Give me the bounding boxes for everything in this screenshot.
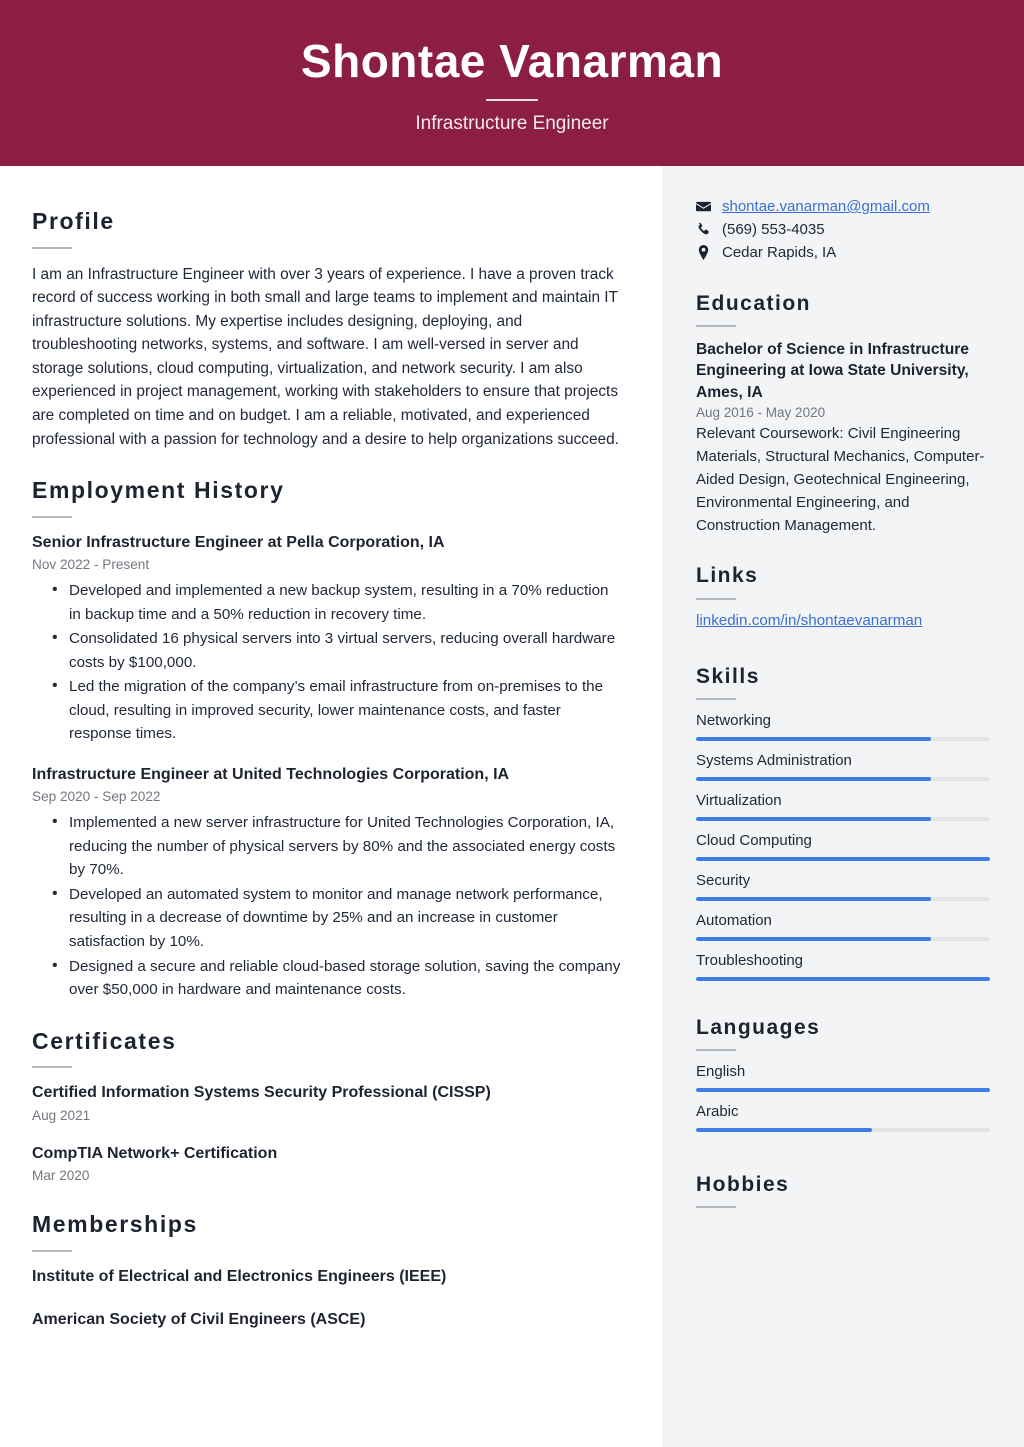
contact-block — [696, 198, 990, 261]
job-title: Infrastructure Engineer at United Technologies Corporation, IA — [32, 765, 510, 783]
skill-bar-fill — [696, 937, 931, 941]
job-bullet: • Developed an automated system to monitor and manage network performance, resulting in a decrease of downtime by 25% and an increase in customer satisfaction by 10%. — [52, 883, 622, 954]
language-label: Arabic — [696, 1103, 739, 1121]
hobbies-heading: Hobbies — [696, 1173, 790, 1197]
skill-bar-fill — [696, 737, 931, 741]
membership-entry: American Society of Civil Engineers (ASCE) — [32, 1311, 366, 1329]
education-degree: Bachelor of Science in Infrastructure Engineering at Iowa State University, Ames, IA — [696, 341, 969, 401]
employment-heading: Employment History — [32, 477, 285, 504]
employment-entry — [32, 532, 622, 746]
resume-header — [0, 0, 1024, 166]
job-bullet: • Designed a secure and reliable cloud-based storage solution, saving the company over $50,000 in hardware and maintenance costs. — [52, 955, 622, 1002]
job-bullet: • Consolidated 16 physical servers into 3 virtual servers, reducing overall hardware costs by $100,000. — [52, 627, 622, 674]
job-title: Senior Infrastructure Engineer at Pella Corporation, IA — [32, 533, 445, 551]
language-item — [696, 1103, 990, 1132]
linkedin-link[interactable]: linkedin.com/in/shontaevanarman — [696, 611, 923, 629]
certificate-entry — [32, 1082, 622, 1124]
profile-text: I am an Infrastructure Engineer with over 3 years of experience. I have a proven track record of success working in both small and large teams to implement and maintain IT infrastructure solutions. My expertise includes designing, deploying, and troubleshooting networks, systems, and software. I am well-versed in server and storage solutions, cloud computing, virtualization, and network security. I am also experienced in project management, working with stakeholders to ensure that projects are completed on time and on budget. I am a reliable, motivated, and experienced professional with a passion for technology and a desire to help organizations succeed. — [32, 265, 619, 448]
job-bullet-list — [52, 811, 622, 1002]
skill-bar-fill — [696, 897, 931, 901]
skill-item — [696, 752, 990, 781]
section-skills — [696, 664, 990, 981]
candidate-name: Shontae Vanarman — [300, 34, 724, 87]
language-item — [696, 1063, 990, 1092]
sidebar-column — [662, 166, 1024, 1447]
skill-item — [696, 872, 990, 901]
certificate-date: Aug 2021 — [32, 1107, 91, 1123]
heading-rule — [696, 1206, 736, 1208]
skill-label: Networking — [696, 711, 772, 729]
section-languages — [696, 1015, 990, 1132]
profile-heading: Profile — [32, 208, 115, 234]
section-links — [696, 563, 990, 629]
memberships-heading: Memberships — [32, 1210, 198, 1237]
job-bullet: • Implemented a new server infrastructure for United Technologies Corporation, IA, reducing the number of physical servers by 80% and the associated energy costs by 70%. — [52, 811, 622, 882]
skill-bar-track — [696, 777, 990, 781]
job-date: Nov 2022 - Present — [32, 556, 150, 572]
section-employment-history — [32, 477, 622, 1002]
links-heading: Links — [696, 564, 759, 588]
skill-item — [696, 712, 990, 741]
map-pin-icon — [696, 245, 711, 260]
membership-entry: Institute of Electrical and Electronics Engineers (IEEE) — [32, 1267, 447, 1285]
heading-rule — [32, 1066, 72, 1068]
language-bar-fill — [696, 1088, 990, 1092]
certificates-heading: Certificates — [32, 1027, 177, 1054]
certificate-date: Mar 2020 — [32, 1167, 90, 1183]
skill-bar-track — [696, 977, 990, 981]
skill-label: Virtualization — [696, 791, 782, 809]
contact-location-row — [696, 244, 990, 261]
header-divider — [486, 99, 538, 101]
heading-rule — [696, 698, 736, 700]
heading-rule — [696, 598, 736, 600]
heading-rule — [696, 1049, 736, 1051]
skill-bar-fill — [696, 817, 931, 821]
language-bar-track — [696, 1128, 990, 1132]
employment-entry — [32, 764, 622, 1002]
skill-label: Security — [696, 871, 751, 889]
heading-rule — [696, 325, 736, 327]
candidate-job-title: Infrastructure Engineer — [415, 113, 609, 135]
skill-label: Cloud Computing — [696, 831, 812, 849]
heading-rule — [32, 1250, 72, 1252]
education-date: Aug 2016 - May 2020 — [696, 404, 826, 420]
skill-bar-fill — [696, 857, 990, 861]
skill-item — [696, 792, 990, 821]
education-heading: Education — [696, 292, 812, 315]
language-bar-fill — [696, 1128, 872, 1132]
certificate-title: CompTIA Network+ Certification — [32, 1144, 278, 1162]
skill-bar-track — [696, 897, 990, 901]
skill-item — [696, 832, 990, 861]
skill-item — [696, 952, 990, 981]
email-link[interactable]: shontae.vanarman@gmail.com — [722, 198, 930, 215]
skill-bar-track — [696, 937, 990, 941]
skill-bar-track — [696, 737, 990, 741]
phone-icon — [696, 222, 711, 237]
language-bar-track — [696, 1088, 990, 1092]
section-memberships — [32, 1211, 622, 1331]
language-label: English — [696, 1063, 746, 1081]
skill-bar-track — [696, 857, 990, 861]
certificate-entry — [32, 1143, 622, 1185]
skill-bar-track — [696, 817, 990, 821]
section-hobbies — [696, 1172, 990, 1208]
education-description: Relevant Coursework: Civil Engineering Materials, Structural Mechanics, Computer-Aided Design, Geotechnical Engineering, Environmental Engineering, and Construction Management. — [696, 424, 985, 534]
location-value: Cedar Rapids, IA — [722, 244, 837, 261]
job-bullet: • Led the migration of the company’s email infrastructure from on-premises to the cloud, resulting in improved security, lower maintenance costs, and faster response times. — [52, 675, 622, 746]
skill-label: Automation — [696, 911, 772, 929]
skill-bar-fill — [696, 777, 931, 781]
skill-bar-fill — [696, 977, 990, 981]
contact-phone-row — [696, 221, 990, 238]
skills-heading: Skills — [696, 664, 760, 688]
heading-rule — [32, 516, 72, 518]
job-bullet: • Developed and implemented a new backup system, resulting in a 70% reduction in backup time and a 50% reduction in recovery time. — [52, 579, 622, 626]
section-certificates — [32, 1028, 622, 1185]
contact-email-row[interactable] — [696, 198, 990, 215]
job-bullet-list — [52, 579, 622, 746]
envelope-icon — [696, 199, 711, 214]
section-profile — [32, 208, 622, 451]
heading-rule — [32, 247, 72, 249]
certificate-title: Certified Information Systems Security Professional (CISSP) — [32, 1084, 491, 1102]
section-education — [696, 291, 990, 537]
resume-body — [0, 166, 1024, 1447]
languages-heading: Languages — [696, 1015, 821, 1039]
main-column — [0, 166, 662, 1447]
links-list — [696, 612, 990, 630]
phone-value: (569) 553-4035 — [722, 221, 825, 238]
job-date: Sep 2020 - Sep 2022 — [32, 789, 161, 805]
skill-item — [696, 912, 990, 941]
skill-label: Troubleshooting — [696, 951, 804, 969]
skill-label: Systems Administration — [696, 751, 852, 769]
